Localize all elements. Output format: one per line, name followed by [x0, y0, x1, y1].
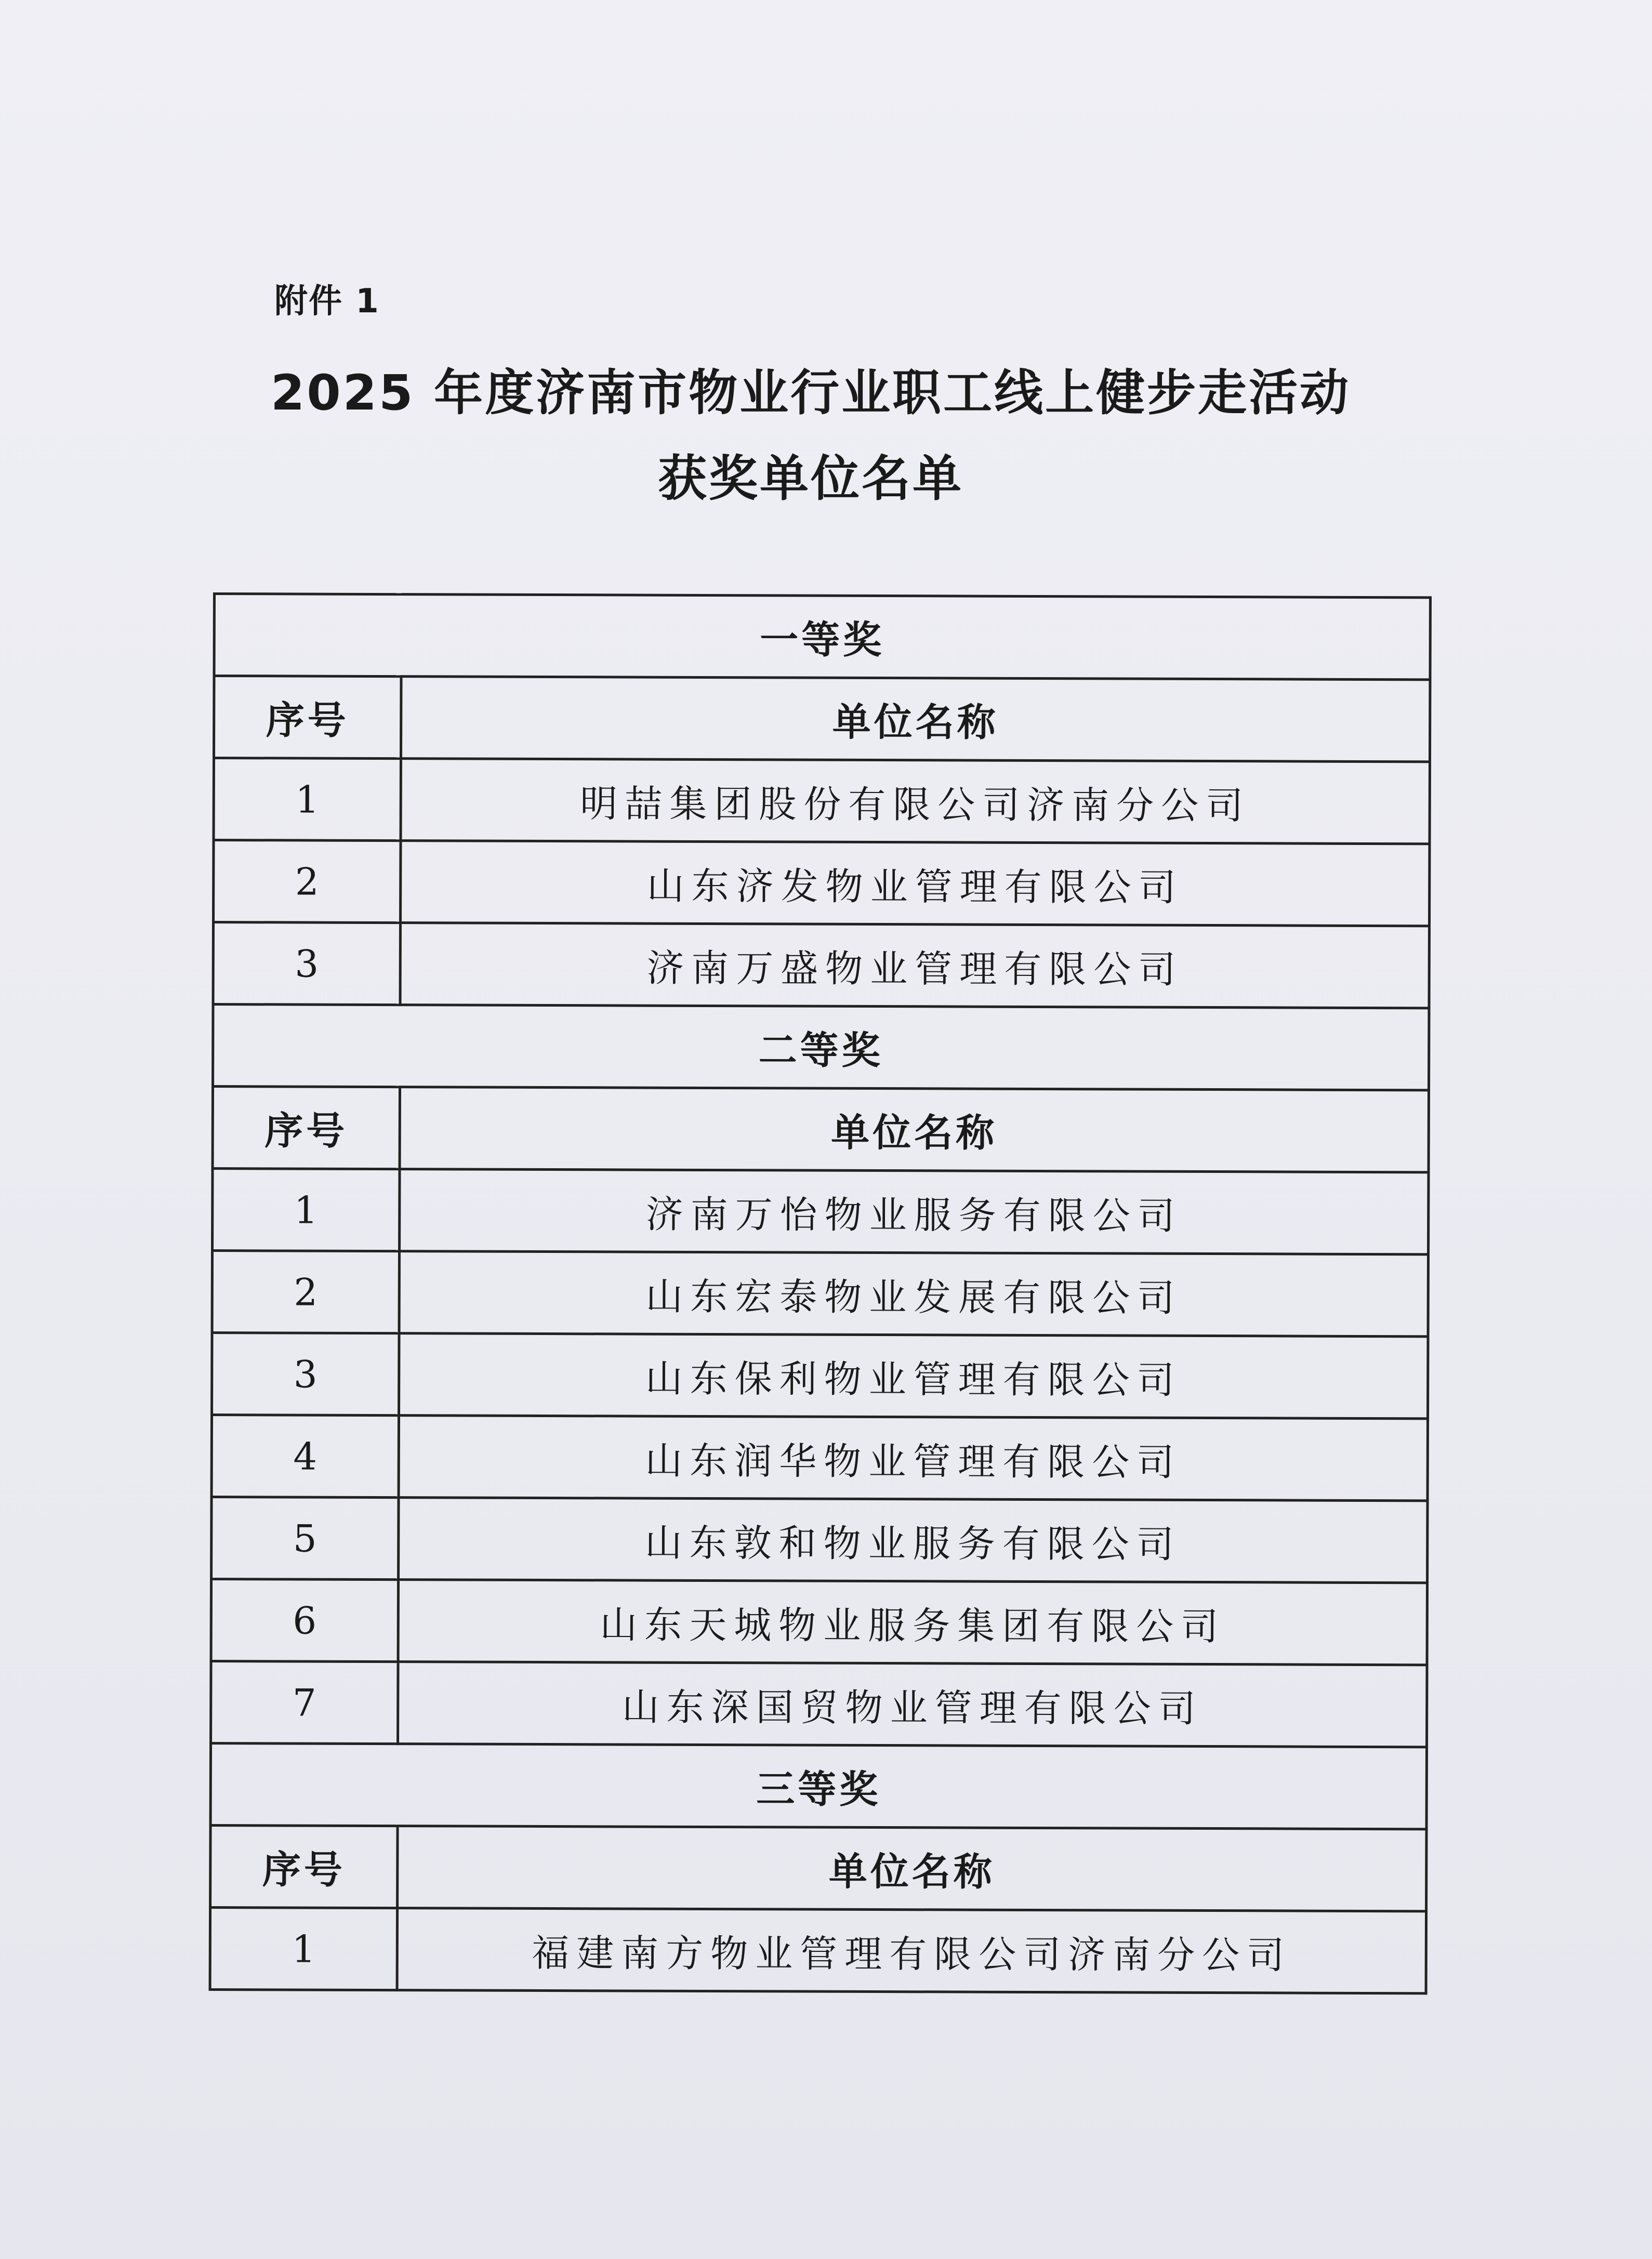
section-title-third-prize: 三等奖	[210, 1743, 1426, 1829]
table-row	[213, 1169, 1429, 1254]
award-table	[209, 592, 1432, 1994]
unit-name: 福建南方物业管理有限公司济南分公司	[397, 1908, 1426, 1993]
row-number: 3	[212, 1333, 399, 1416]
table-row	[211, 1661, 1427, 1747]
table-row	[214, 758, 1430, 844]
unit-name: 山东敦和物业服务有限公司	[399, 1498, 1428, 1583]
row-number: 2	[212, 1251, 399, 1333]
column-header-row	[213, 1087, 1429, 1172]
table-row	[213, 922, 1429, 1008]
row-number: 4	[212, 1415, 399, 1498]
column-header-row	[214, 676, 1430, 762]
table-row	[210, 1907, 1426, 1993]
unit-name: 山东润华物业管理有限公司	[399, 1416, 1428, 1501]
section-header	[213, 1005, 1429, 1090]
unit-name: 山东天城物业服务集团有限公司	[398, 1580, 1427, 1665]
column-header-name: 单位名称	[401, 677, 1430, 762]
unit-name: 山东济发物业管理有限公司	[401, 841, 1430, 926]
column-header-name: 单位名称	[400, 1087, 1429, 1172]
unit-name: 济南万盛物业管理有限公司	[400, 923, 1429, 1008]
table-row	[212, 1497, 1428, 1582]
row-number: 5	[212, 1497, 399, 1579]
document-title: 2025 年度济南市物业行业职工线上健步走活动	[270, 365, 1351, 421]
row-number: 3	[213, 922, 400, 1005]
attachment-label: 附件 1	[274, 282, 380, 321]
section-header	[214, 594, 1430, 680]
row-number: 6	[211, 1579, 398, 1661]
row-number: 1	[213, 1169, 400, 1251]
column-header-number: 序号	[213, 1087, 400, 1169]
table-row	[212, 1415, 1428, 1501]
section-header	[210, 1743, 1426, 1829]
table-row	[212, 1333, 1428, 1419]
row-number: 1	[210, 1907, 397, 1990]
unit-name: 明喆集团股份有限公司济南分公司	[401, 759, 1430, 844]
column-header-number: 序号	[214, 676, 401, 759]
table-row	[214, 840, 1430, 926]
column-header-row	[210, 1825, 1426, 1911]
unit-name: 山东深国贸物业管理有限公司	[398, 1662, 1427, 1747]
column-header-name: 单位名称	[398, 1826, 1426, 1911]
row-number: 1	[214, 758, 401, 841]
unit-name: 济南万怡物业服务有限公司	[400, 1169, 1429, 1254]
row-number: 2	[214, 840, 401, 923]
table-row	[211, 1579, 1427, 1664]
unit-name: 山东宏泰物业发展有限公司	[399, 1251, 1428, 1337]
table-row	[212, 1251, 1428, 1337]
document-subtitle: 获奖单位名单	[657, 451, 963, 507]
unit-name: 山东保利物业管理有限公司	[399, 1333, 1428, 1419]
section-title-second-prize: 二等奖	[213, 1005, 1429, 1090]
column-header-number: 序号	[210, 1825, 398, 1908]
row-number: 7	[211, 1661, 398, 1743]
section-title-first-prize: 一等奖	[214, 594, 1430, 680]
